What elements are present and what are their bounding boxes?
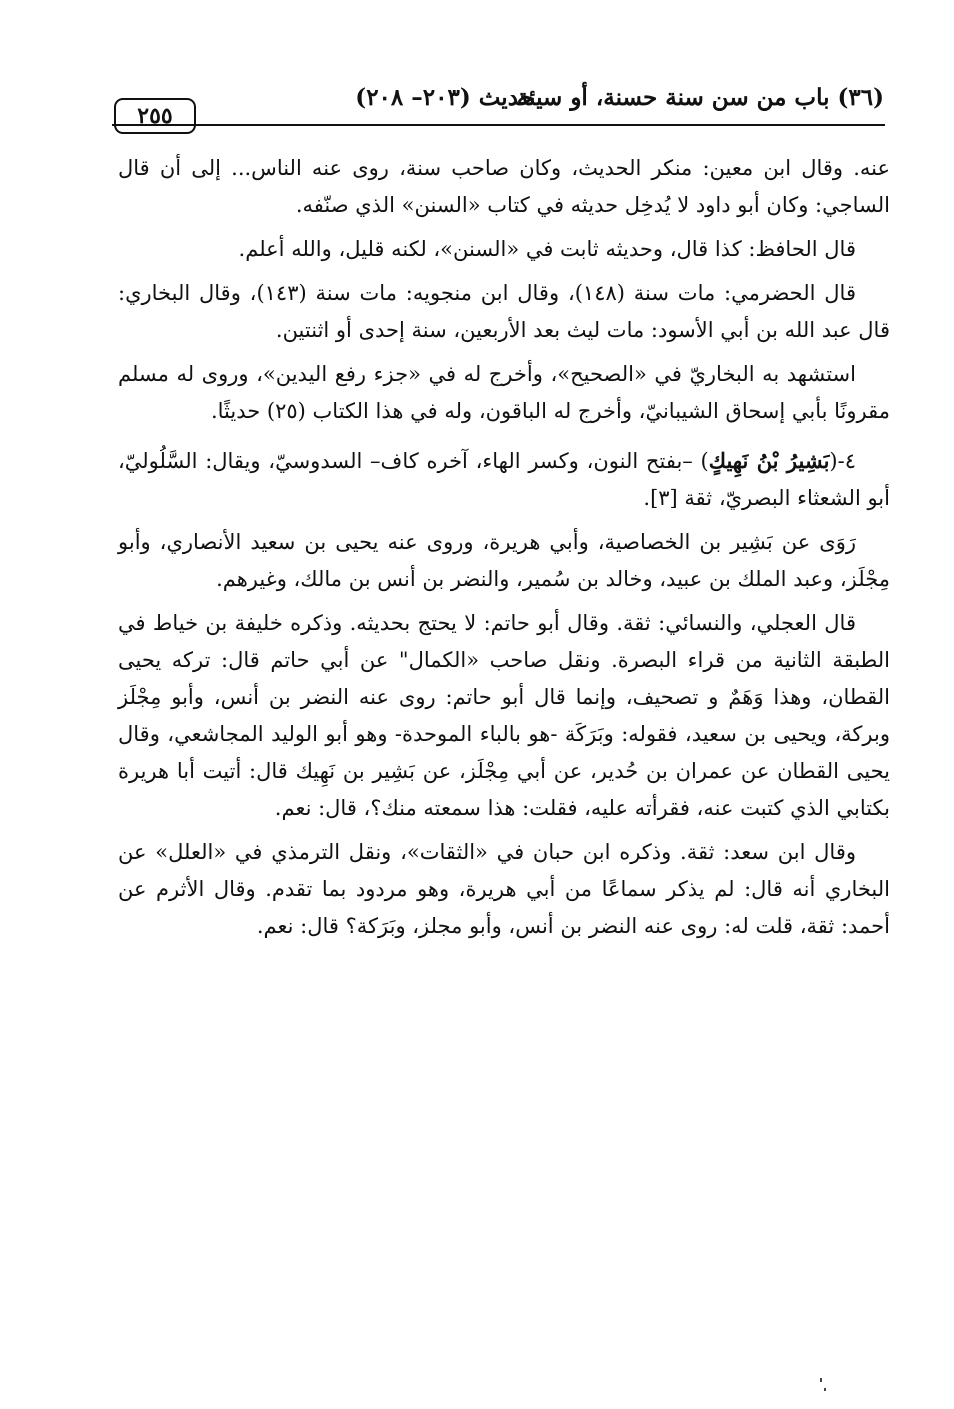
paragraph-1: عنه. وقال ابن معين: منكر الحديث، وكان صاحب سنة، روى عنه الناس... إلى أن قال الساجي: وكان أبو داود لا يُدخِل حديثه في كتاب «السنن» الذي صنّفه. (118, 156, 890, 217)
hadith-range: حديث (٢٠٣– ٢٠٨) (355, 84, 534, 111)
narrator-description: ) –بفتح النون، وكسر الهاء، آخره كاف– السدوسيّ، ويقال: السَّلُوليّ، أبو الشعثاء البصريّ، ثقة [٣]. (118, 449, 890, 510)
scan-speck (824, 1388, 826, 1391)
narrator-entry (118, 442, 890, 517)
paragraph-narrations: رَوَى عن بَشِير بن الخصاصية، وأبي هريرة، وروى عنه يحيى بن سعيد الأنصاري، وأبو مِجْلَز، وعبد الملك بن عبيد، وخالد بن سُمير، والنضر بن أنس بن مالك، وغيرهم. (118, 530, 890, 591)
paragraph-grading: قال العجلي، والنسائي: ثقة. وقال أبو حاتم: لا يحتج بحديثه. وذكره خليفة بن خياط في الطبقة الثانية من قراء البصرة. ونقل صاحب «الكمال" عن أبي حاتم قال: تركه يحيى القطان، وهذا وَهَمٌ و تصحيف، وإنما قال أبو حاتم: روى عنه النضر بن أنس، وأبو مِجْلَز وبركة، ويحيى بن سعيد، فقوله: وبَرَكَة -هو بالباء الموحدة- وهو أبو الوليد المجاشعي، وقال يحيى القطان عن عمران بن حُدير، عن أبي مِجْلَز، عن بَشِير بن نَهِيك قال: أتيت أبا هريرة بكتابي الذي كتبت عنه، فقرأته عليه، فقلت: هذا سمعته منك؟، قال: نعم. (118, 611, 890, 820)
scan-speck (820, 1378, 822, 1382)
paragraph-2: قال الحافظ: كذا قال، وحديثه ثابت في «السنن»، لكنه قليل، والله أعلم. (238, 237, 856, 261)
narrator-name: بَشِيرُ بْنُ نَهِيكٍ (708, 448, 830, 473)
page-body (118, 150, 890, 952)
running-header (112, 80, 884, 128)
entry-number: ٤-( (829, 449, 856, 473)
paragraph-3: قال الحضرمي: مات سنة (١٤٨)، وقال ابن منجويه: مات سنة (١٤٣)، وقال البخاري: قال عبد الله بن أبي الأسود: مات ليث بعد الأربعين، سنة إحدى أو اثنتين. (118, 281, 890, 342)
paragraph-4: استشهد به البخاريّ في «الصحيح»، وأخرج له في «جزء رفع اليدين»، وروى له مسلم مقرونًا بأبي إسحاق الشيبانيّ، وأخرج له الباقون، وله في هذا الكتاب (٢٥) حديثًا. (118, 362, 890, 423)
header-divider (112, 124, 885, 126)
paragraph-final: وقال ابن سعد: ثقة. وذكره ابن حبان في «الثقات»، ونقل الترمذي في «العلل» عن البخاري أنه قال: لم يذكر سماعًا من أبي هريرة، وهو مردود بما تقدم. وقال الأثرم عن أحمد: ثقة، قلت له: روى عنه النضر بن أنس، وأبو مجلز، وبَرَكة؟ قال: نعم. (118, 840, 890, 938)
chapter-title: (٣٦) باب من سن سنة حسنة، أو سيئة (516, 84, 884, 111)
page-number: ٢٥٥ (114, 98, 196, 134)
